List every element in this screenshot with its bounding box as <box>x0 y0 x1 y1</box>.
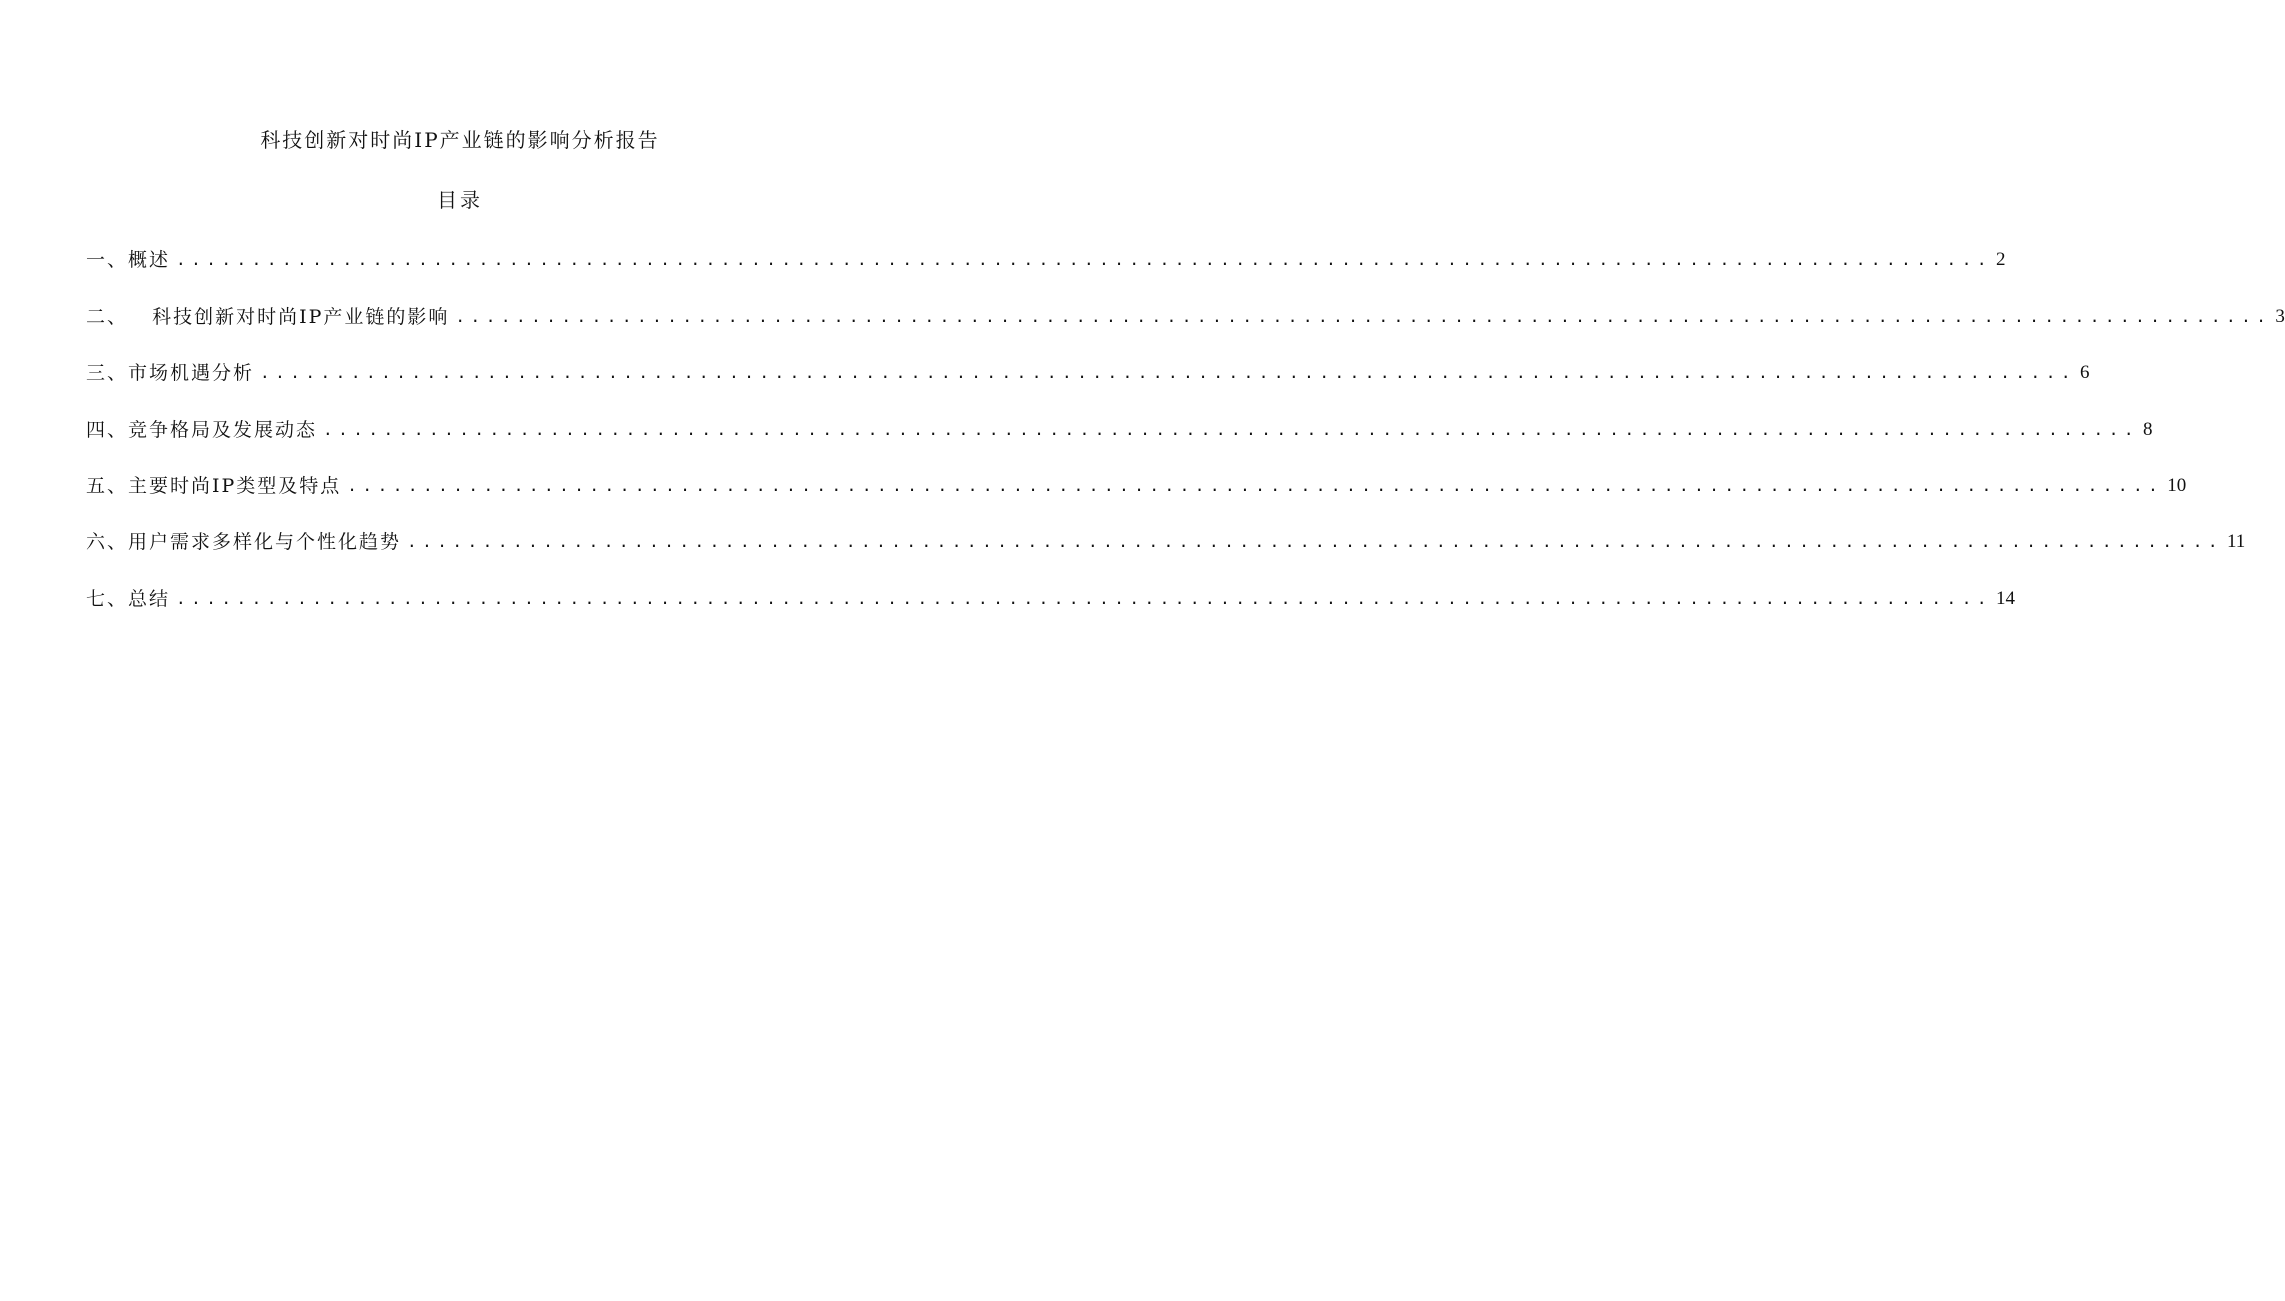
toc-entry-2[interactable] <box>86 299 2285 355</box>
toc-entry-4[interactable] <box>86 412 2153 468</box>
toc-entry-label: 三、市场机遇分析 <box>86 362 255 385</box>
toc-entry-page: 2 <box>1995 249 2006 271</box>
toc-entry-3[interactable] <box>86 356 2090 412</box>
toc-entry-page: 8 <box>2142 418 2153 440</box>
toc-leader-dots: ........................................................................................................................ <box>347 475 2164 495</box>
toc-leader-dots: ........................................................................................................................ <box>260 363 2076 383</box>
table-of-contents <box>86 243 2285 638</box>
toc-entry-label: 六、用户需求多样化与个性化趋势 <box>86 531 402 554</box>
toc-heading: 目录 <box>437 188 483 212</box>
toc-entry-1[interactable] <box>86 243 2006 299</box>
toc-leader-dots: ........................................................................................................................ <box>323 419 2139 439</box>
toc-entry-label: 五、主要时尚IP类型及特点 <box>86 474 342 497</box>
toc-leader-dots: ........................................................................................................................ <box>407 532 2223 552</box>
toc-entry-label: 七、总结 <box>86 587 171 610</box>
toc-entry-label: 二、 科技创新对时尚IP产业链的影响 <box>86 305 450 328</box>
toc-entry-page: 11 <box>2226 531 2246 553</box>
toc-entry-7[interactable] <box>86 581 2015 637</box>
toc-leader-dots: ........................................................................................................................ <box>176 250 1992 270</box>
toc-entry-page: 14 <box>1995 587 2015 609</box>
toc-entry-page: 6 <box>2079 362 2090 384</box>
toc-entry-5[interactable] <box>86 469 2187 525</box>
toc-entry-label: 四、竞争格局及发展动态 <box>86 418 318 441</box>
document-title: 科技创新对时尚IP产业链的影响分析报告 <box>260 128 660 152</box>
toc-entry-page: 3 <box>2275 305 2285 327</box>
toc-entry-page: 10 <box>2167 474 2187 496</box>
toc-entry-6[interactable] <box>86 525 2246 581</box>
toc-entry-label: 一、概述 <box>86 249 171 272</box>
toc-leader-dots: ........................................................................................................................ <box>455 306 2272 326</box>
toc-leader-dots: ........................................................................................................................ <box>176 588 1992 608</box>
